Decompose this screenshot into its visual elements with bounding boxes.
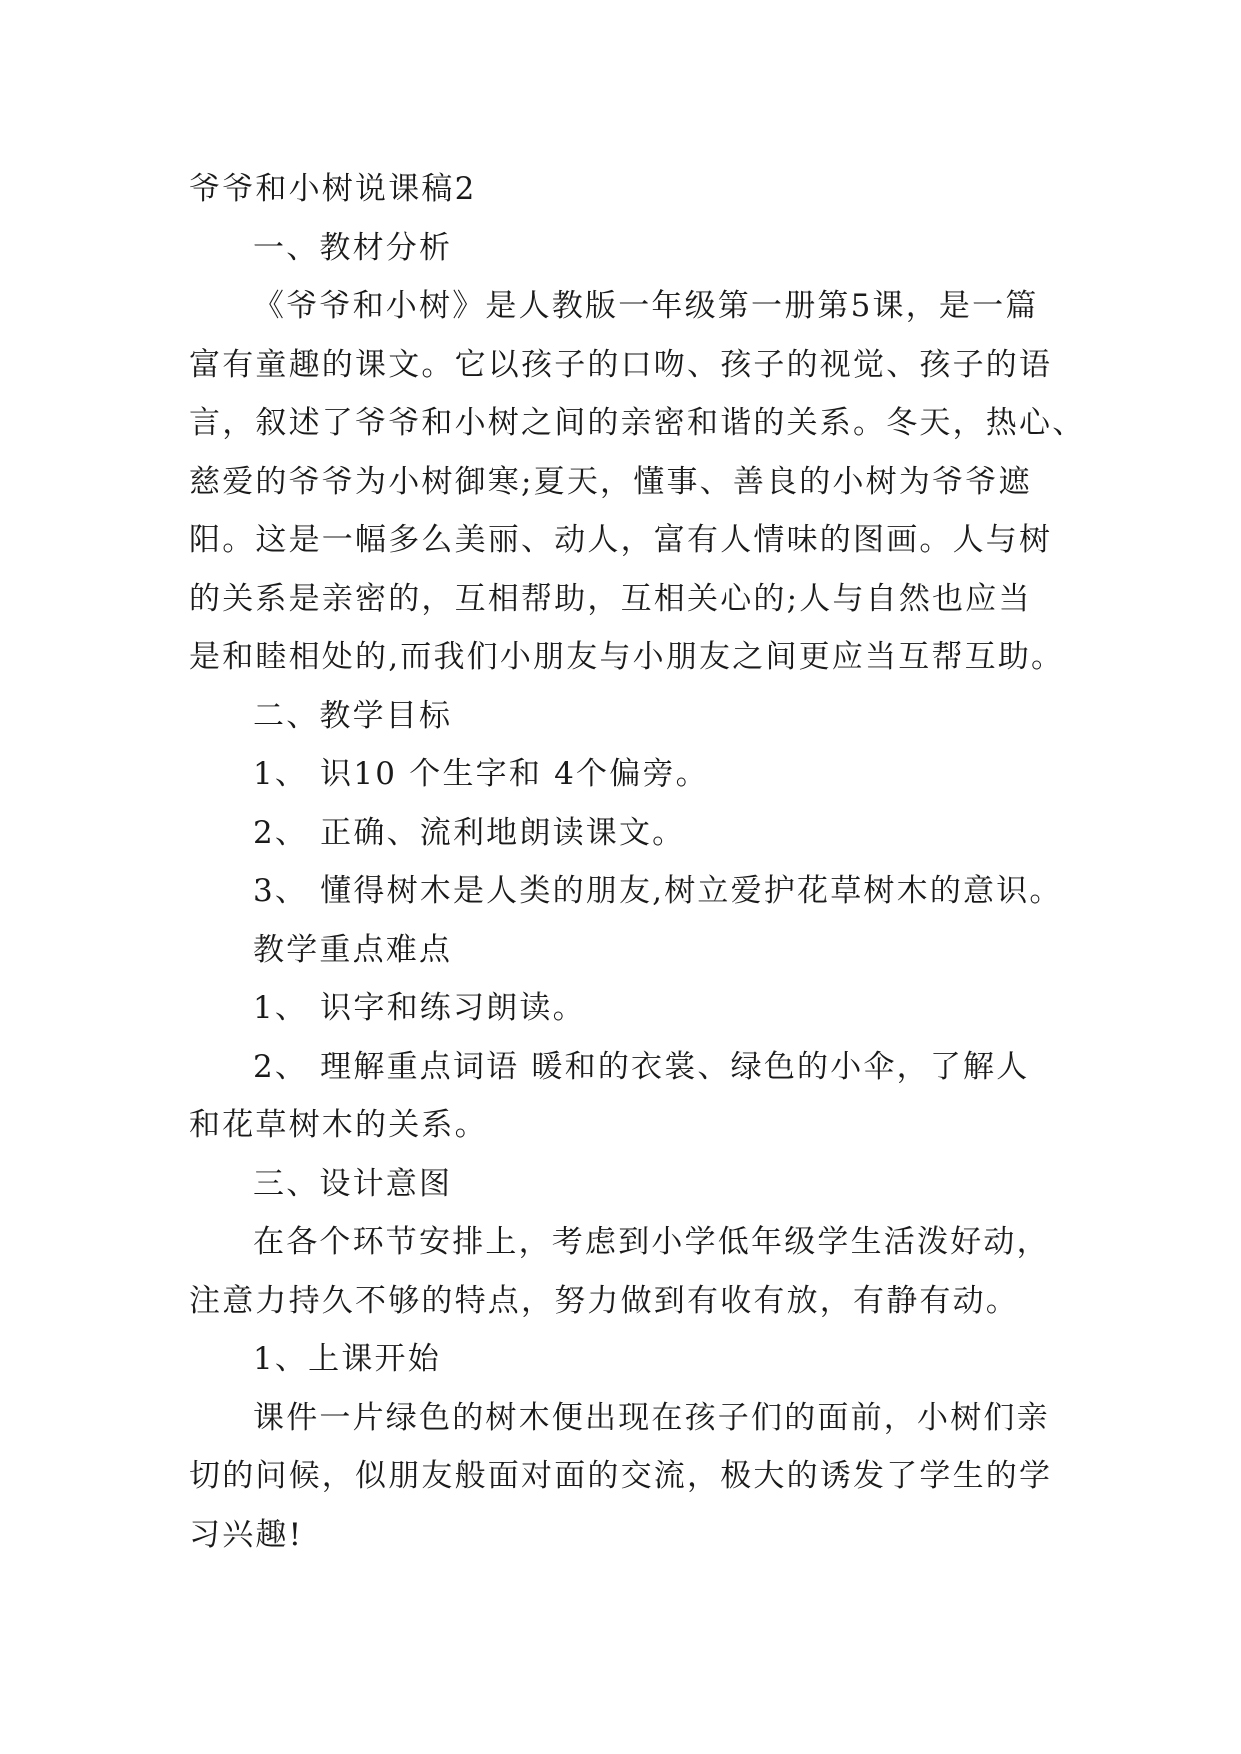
text-line: 言，叙述了爷爷和小树之间的亲密和谐的关系。冬天，热心、 <box>189 405 1086 441</box>
document-body <box>189 160 1086 1564</box>
text-line: 注意力持久不够的特点，努力做到有收有放，有静有动。 <box>189 1282 1019 1319</box>
text-line: 3、 懂得树木是人类的朋友,树立爱护花草树木的意识。 <box>253 873 1063 909</box>
text-line: 《爷爷和小树》是人教版一年级第一册第5课，是一篇 <box>253 288 1039 324</box>
text-line: 1、上课开始 <box>253 1341 441 1377</box>
text-line: 阳。这是一幅多么美丽、动人，富有人情味的图画。人与树 <box>189 522 1053 558</box>
text-line: 2、 理解重点词语 暖和的衣裳、绿色的小伞，了解人 <box>253 1048 1030 1085</box>
text-line: 2、 正确、流利地朗读课文。 <box>253 814 686 851</box>
text-line: 三、设计意图 <box>253 1165 453 1202</box>
document-title: 爷爷和小树说课稿2 <box>189 171 477 207</box>
text-line: 一、教材分析 <box>253 229 453 266</box>
text-line: 教学重点难点 <box>253 931 453 968</box>
text-line: 二、教学目标 <box>253 697 453 734</box>
text-line: 课件一片绿色的树木便出现在孩子们的面前，小树们亲 <box>253 1399 1050 1436</box>
paragraph-lines <box>189 219 1086 1565</box>
text-line: 1、 识10 个生字和 4个偏旁。 <box>253 756 709 792</box>
text-line: 习兴趣! <box>189 1516 304 1553</box>
text-line: 的关系是亲密的，互相帮助，互相关心的;人与自然也应当 <box>189 580 1032 617</box>
text-line: 1、 识字和练习朗读。 <box>253 990 586 1026</box>
text-line: 切的问候，似朋友般面对面的交流，极大的诱发了学生的学 <box>189 1458 1053 1494</box>
text-line: 富有童趣的课文。它以孩子的口吻、孩子的视觉、孩子的语 <box>189 346 1053 383</box>
text-line: 慈爱的爷爷为小树御寒;夏天，懂事、善良的小树为爷爷遮 <box>189 463 1032 500</box>
text-line: 和花草树木的关系。 <box>189 1107 488 1143</box>
text-line: 在各个环节安排上，考虑到小学低年级学生活泼好动， <box>253 1224 1050 1260</box>
text-line: 是和睦相处的,而我们小朋友与小朋友之间更应当互帮互助。 <box>189 639 1065 675</box>
